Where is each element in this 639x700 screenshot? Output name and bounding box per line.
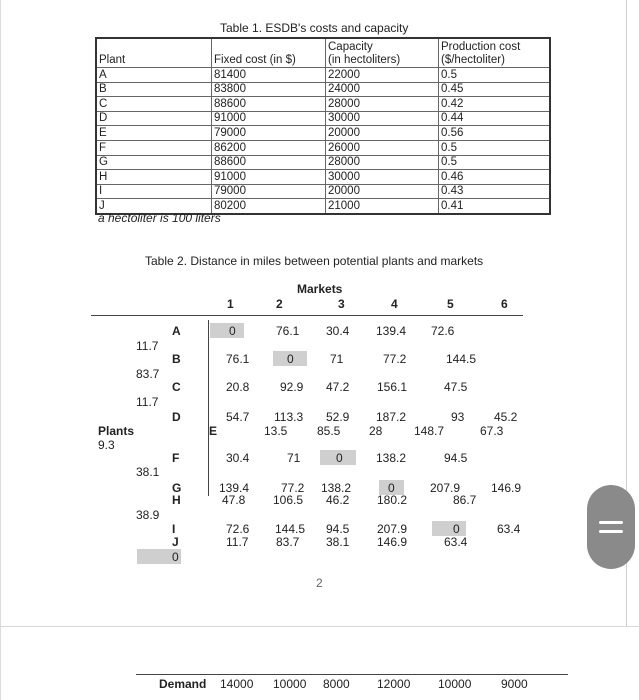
fixed-cost-cell: 88600 — [212, 155, 326, 170]
table2-caption: Table 2. Distance in miles between potential plants and markets — [145, 254, 484, 268]
header-production-line2: ($/hectoliter) — [441, 54, 505, 66]
page-edge — [0, 0, 1, 700]
production-cost-cell: 0.42 — [439, 97, 551, 112]
grip-line-icon — [599, 521, 623, 524]
distance-cell: 38.1 — [326, 535, 350, 549]
plant-cell: H — [96, 170, 212, 185]
production-cost-cell: 0.5 — [439, 155, 551, 170]
distance-cell: 72.6 — [431, 324, 455, 338]
demand-cell: 8000 — [323, 677, 350, 691]
distance-cell: 83.7 — [136, 367, 160, 381]
distance-cell: 92.9 — [280, 380, 304, 394]
demand-label: Demand — [159, 677, 207, 691]
capacity-cell: 24000 — [326, 82, 439, 97]
demand-cell: 12000 — [377, 677, 411, 691]
plant-cell: G — [96, 155, 212, 170]
distance-cell: 94.5 — [444, 451, 468, 465]
capacity-cell: 30000 — [326, 111, 439, 126]
fixed-cost-cell: 83800 — [212, 82, 326, 97]
distance-cell: 45.2 — [494, 410, 518, 424]
distance-cell: 138.2 — [321, 481, 352, 495]
distance-cell: 180.2 — [377, 493, 408, 507]
market-header-6: 6 — [501, 297, 508, 311]
distance-cell: 47.5 — [444, 380, 468, 394]
plant-cell: A — [96, 68, 212, 83]
demand-cell: 10000 — [438, 677, 472, 691]
table-row — [96, 170, 550, 185]
distance-cell: 106.5 — [273, 493, 304, 507]
distance-cell: 72.6 — [226, 522, 250, 536]
table-row — [96, 111, 550, 126]
distance-cell: 11.7 — [226, 535, 249, 549]
plant-cell: C — [96, 97, 212, 112]
distance-cell: 156.1 — [377, 380, 408, 394]
table-row — [96, 184, 550, 199]
capacity-cell: 22000 — [326, 68, 439, 83]
distance-cell: 46.2 — [326, 493, 350, 507]
distance-cell: 54.7 — [226, 410, 250, 424]
distance-cell: 0 — [453, 522, 460, 536]
distance-cell: 11.7 — [136, 395, 159, 409]
distance-cell: 71 — [287, 451, 301, 465]
capacity-cell: 30000 — [326, 170, 439, 185]
markets-label: Markets — [297, 282, 343, 296]
plant-cell: J — [96, 199, 212, 214]
table-row — [96, 155, 550, 170]
capacity-cell: 26000 — [326, 140, 439, 155]
table-row — [96, 126, 550, 141]
table-header-row — [96, 38, 550, 68]
row-label-j: J — [172, 535, 179, 549]
distance-cell: 207.9 — [377, 522, 408, 536]
header-capacity-line2: (in hectoliters) — [328, 54, 401, 66]
distance-cell: 30.4 — [326, 324, 350, 338]
grip-line-icon — [599, 530, 623, 533]
distance-cell: 207.9 — [430, 481, 461, 495]
distance-cell: 38.9 — [136, 508, 160, 522]
market-header-4: 4 — [391, 297, 398, 311]
row-label-c: C — [172, 380, 181, 394]
capacity-cell: 20000 — [326, 126, 439, 141]
page-break-divider — [0, 626, 639, 627]
market-header-3: 3 — [338, 297, 345, 311]
distance-cell: 0 — [336, 451, 343, 465]
costs-capacity-table — [95, 37, 551, 215]
distance-cell: 63.4 — [444, 535, 468, 549]
distance-cell: 85.5 — [317, 424, 341, 438]
demand-cell: 14000 — [220, 677, 254, 691]
distance-cell: 52.9 — [326, 410, 350, 424]
zero-cell-shade — [210, 323, 244, 338]
distance-cell: 144.5 — [275, 522, 306, 536]
capacity-cell: 28000 — [326, 155, 439, 170]
row-label-h: H — [172, 493, 181, 507]
fixed-cost-cell: 79000 — [212, 184, 326, 199]
distance-cell: 0 — [229, 324, 236, 338]
table-row — [96, 97, 550, 112]
distance-cell: 113.3 — [274, 410, 304, 424]
table-row — [96, 82, 550, 97]
header-capacity — [326, 38, 439, 68]
distance-cell: 146.9 — [377, 535, 408, 549]
header-divider — [91, 315, 523, 316]
table-row — [96, 68, 550, 83]
fixed-cost-cell: 91000 — [212, 111, 326, 126]
production-cost-cell: 0.5 — [439, 140, 551, 155]
fixed-cost-cell: 91000 — [212, 170, 326, 185]
distance-cell: 86.7 — [453, 493, 477, 507]
row-label-b: B — [172, 352, 181, 366]
distance-cell: 144.5 — [446, 352, 477, 366]
production-cost-cell: 0.43 — [439, 184, 551, 199]
demand-cell: 9000 — [501, 677, 528, 691]
row-label-g: G — [172, 481, 182, 495]
distance-cell: 47.8 — [222, 493, 246, 507]
table1-caption: Table 1. ESDB's costs and capacity — [220, 21, 409, 35]
header-production-line1: Production cost — [441, 41, 521, 53]
distance-cell: 71 — [330, 352, 344, 366]
distance-cell: 11.7 — [136, 339, 159, 353]
fixed-cost-cell: 86200 — [212, 140, 326, 155]
distance-cell: 13.5 — [264, 424, 288, 438]
row-label-i: I — [172, 522, 176, 536]
row-label-e: E — [209, 424, 218, 438]
header-fixed-cost: Fixed cost (in $) — [212, 38, 326, 68]
market-header-5: 5 — [447, 297, 454, 311]
distance-cell: 9.3 — [98, 438, 115, 452]
production-cost-cell: 0.46 — [439, 170, 551, 185]
fixed-cost-cell: 79000 — [212, 126, 326, 141]
distance-cell: 76.1 — [226, 352, 250, 366]
scroll-handle[interactable] — [587, 485, 635, 569]
plants-label: Plants — [98, 424, 135, 438]
plant-cell: E — [96, 126, 212, 141]
distance-cell: 94.5 — [326, 522, 350, 536]
distance-cell: 30.4 — [226, 451, 250, 465]
market-header-2: 2 — [276, 297, 283, 311]
distance-cell: 0 — [287, 352, 294, 366]
capacity-cell: 28000 — [326, 97, 439, 112]
distance-cell: 28 — [369, 424, 383, 438]
market-header-1: 1 — [227, 297, 234, 311]
distance-cell: 146.9 — [491, 481, 522, 495]
header-production-cost — [439, 38, 551, 68]
row-label-d: D — [172, 410, 181, 424]
distance-cell: 77.2 — [383, 352, 407, 366]
production-cost-cell: 0.5 — [439, 68, 551, 83]
production-cost-cell: 0.44 — [439, 111, 551, 126]
distance-cell: 67.3 — [480, 424, 504, 438]
plant-cell: I — [96, 184, 212, 199]
zero-cell-shade — [432, 521, 466, 536]
row-label-f: F — [172, 451, 180, 465]
distance-cell: 20.8 — [226, 380, 250, 394]
distance-cell: 38.1 — [136, 465, 160, 479]
header-plant: Plant — [96, 38, 212, 68]
distance-cell: 93 — [451, 410, 465, 424]
hectoliter-note: a hectoliter is 100 liters — [98, 211, 221, 225]
distance-cell: 139.4 — [219, 481, 250, 495]
plant-cell: D — [96, 111, 212, 126]
fixed-cost-cell: 81400 — [212, 68, 326, 83]
distance-cell: 0 — [172, 550, 179, 564]
row-label-a: A — [172, 324, 181, 338]
plant-cell: B — [96, 82, 212, 97]
production-cost-cell: 0.41 — [439, 199, 551, 214]
distance-cell: 148.7 — [414, 424, 445, 438]
distance-cell: 0 — [388, 481, 395, 495]
plant-column-divider — [208, 320, 209, 496]
capacity-cell: 21000 — [326, 199, 439, 214]
production-cost-cell: 0.45 — [439, 82, 551, 97]
production-cost-cell: 0.56 — [439, 126, 551, 141]
distance-cell: 138.2 — [376, 451, 407, 465]
page-number: 2 — [316, 576, 323, 590]
distance-cell: 77.2 — [281, 481, 305, 495]
header-capacity-line1: Capacity — [328, 41, 373, 53]
table-row — [96, 140, 550, 155]
distance-cell: 139.4 — [376, 324, 407, 338]
demand-divider — [136, 674, 568, 675]
capacity-cell: 20000 — [326, 184, 439, 199]
distance-cell: 187.2 — [376, 410, 407, 424]
distance-cell: 63.4 — [497, 522, 521, 536]
fixed-cost-cell: 80200 — [212, 199, 326, 214]
distance-cell: 83.7 — [276, 535, 300, 549]
fixed-cost-cell: 88600 — [212, 97, 326, 112]
distance-cell: 76.1 — [276, 324, 300, 338]
plant-cell: F — [96, 140, 212, 155]
distance-cell: 47.2 — [326, 380, 350, 394]
demand-cell: 10000 — [273, 677, 307, 691]
